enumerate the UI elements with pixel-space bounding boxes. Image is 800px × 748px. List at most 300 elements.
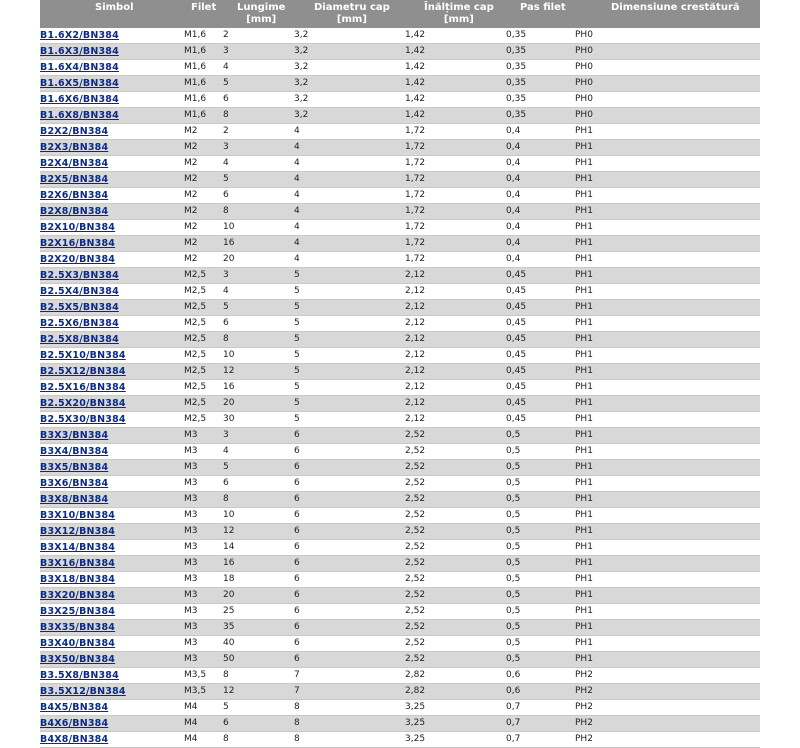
inaltime-cap-cell: 2,52: [405, 590, 426, 600]
lungime-cell: 8: [223, 670, 229, 680]
lungime-cell: 12: [223, 526, 235, 536]
pas-filet-cell: 0,6: [506, 670, 521, 680]
diametru-cap-cell: 6: [294, 478, 300, 488]
symbol-link[interactable]: B3X8/BN384: [40, 494, 109, 505]
lungime-cell: 16: [223, 382, 235, 392]
table-row: [40, 380, 760, 396]
lungime-cell: 8: [223, 494, 229, 504]
lungime-cell: 8: [223, 206, 229, 216]
diametru-cap-cell: 6: [294, 606, 300, 616]
symbol-link[interactable]: B4X6/BN384: [40, 718, 109, 729]
lungime-cell: 8: [223, 734, 229, 744]
diametru-cap-cell: 7: [294, 686, 300, 696]
diametru-cap-cell: 3,2: [294, 30, 309, 40]
filet-cell: M3: [184, 606, 198, 616]
diametru-cap-cell: 5: [294, 366, 300, 376]
pas-filet-cell: 0,5: [506, 462, 521, 472]
diametru-cap-cell: 4: [294, 238, 300, 248]
diametru-cap-cell: 6: [294, 558, 300, 568]
diametru-cap-cell: 5: [294, 398, 300, 408]
symbol-link[interactable]: B2X3/BN384: [40, 142, 109, 153]
lungime-cell: 3: [223, 430, 229, 440]
filet-cell: M2,5: [184, 382, 207, 392]
filet-cell: M3: [184, 494, 198, 504]
symbol-link[interactable]: B3X35/BN384: [40, 622, 116, 633]
dimensiune-crestatura-cell: PH1: [575, 206, 593, 216]
dimensiune-crestatura-cell: PH1: [575, 126, 593, 136]
lungime-cell: 8: [223, 334, 229, 344]
symbol-link[interactable]: B2.5X5/BN384: [40, 302, 119, 313]
pas-filet-cell: 0,35: [506, 94, 527, 104]
pas-filet-cell: 0,5: [506, 622, 521, 632]
lungime-cell: 30: [223, 414, 235, 424]
dimensiune-crestatura-cell: PH1: [575, 238, 593, 248]
dimensiune-crestatura-cell: PH2: [575, 702, 593, 712]
dimensiune-crestatura-cell: PH0: [575, 62, 593, 72]
dimensiune-crestatura-cell: PH1: [575, 350, 593, 360]
lungime-cell: 40: [223, 638, 235, 648]
filet-cell: M4: [184, 702, 198, 712]
table-row: [40, 364, 760, 380]
table-row: [40, 156, 760, 172]
inaltime-cap-cell: 2,52: [405, 430, 426, 440]
table-row: [40, 652, 760, 668]
pas-filet-cell: 0,5: [506, 558, 521, 568]
table-row: [40, 556, 760, 572]
screws-table: [40, 0, 760, 748]
lungime-cell: 5: [223, 302, 229, 312]
table-row: [40, 316, 760, 332]
filet-cell: M2,5: [184, 366, 207, 376]
filet-cell: M2,5: [184, 302, 207, 312]
lungime-cell: 10: [223, 350, 235, 360]
symbol-link[interactable]: B2.5X3/BN384: [40, 270, 119, 281]
pas-filet-cell: 0,4: [506, 254, 521, 264]
table-row: [40, 636, 760, 652]
pas-filet-cell: 0,35: [506, 62, 527, 72]
pas-filet-cell: 0,45: [506, 318, 527, 328]
lungime-cell: 35: [223, 622, 235, 632]
table-row: [40, 268, 760, 284]
dimensiune-crestatura-cell: PH1: [575, 286, 593, 296]
lungime-cell: 12: [223, 686, 235, 696]
table-row: [40, 252, 760, 268]
inaltime-cap-cell: 2,82: [405, 686, 426, 696]
lungime-cell: 3: [223, 46, 229, 56]
table-row: [40, 44, 760, 60]
dimensiune-crestatura-cell: PH1: [575, 366, 593, 376]
filet-cell: M2: [184, 190, 198, 200]
table-body: [40, 28, 760, 748]
symbol-link[interactable]: B3X25/BN384: [40, 606, 116, 617]
symbol-link[interactable]: B1.6X5/BN384: [40, 78, 119, 89]
filet-cell: M2: [184, 254, 198, 264]
symbol-link[interactable]: B2.5X12/BN384: [40, 366, 126, 377]
pas-filet-cell: 0,4: [506, 142, 521, 152]
symbol-link[interactable]: B1.6X4/BN384: [40, 62, 119, 73]
diametru-cap-cell: 4: [294, 222, 300, 232]
table-row: [40, 236, 760, 252]
diametru-cap-cell: 6: [294, 430, 300, 440]
lungime-cell: 3: [223, 270, 229, 280]
diametru-cap-cell: 4: [294, 206, 300, 216]
pas-filet-cell: 0,4: [506, 174, 521, 184]
dimensiune-crestatura-cell: PH0: [575, 46, 593, 56]
symbol-link[interactable]: B2X6/BN384: [40, 190, 109, 201]
filet-cell: M3: [184, 446, 198, 456]
symbol-link[interactable]: B2.5X30/BN384: [40, 414, 126, 425]
lungime-cell: 12: [223, 366, 235, 376]
lungime-cell: 6: [223, 718, 229, 728]
diametru-cap-cell: 8: [294, 734, 300, 744]
inaltime-cap-cell: 3,25: [405, 718, 426, 728]
pas-filet-cell: 0,5: [506, 510, 521, 520]
inaltime-cap-cell: 2,12: [405, 350, 426, 360]
lungime-cell: 16: [223, 558, 235, 568]
symbol-link[interactable]: B2X2/BN384: [40, 126, 109, 137]
inaltime-cap-cell: 2,12: [405, 334, 426, 344]
inaltime-cap-cell: 2,12: [405, 286, 426, 296]
diametru-cap-cell: 3,2: [294, 46, 309, 56]
dimensiune-crestatura-cell: PH1: [575, 302, 593, 312]
inaltime-cap-cell: 3,25: [405, 702, 426, 712]
lungime-cell: 20: [223, 254, 235, 264]
pas-filet-cell: 0,5: [506, 430, 521, 440]
symbol-link[interactable]: B2.5X8/BN384: [40, 334, 119, 345]
pas-filet-cell: 0,7: [506, 702, 521, 712]
inaltime-cap-cell: 1,42: [405, 110, 426, 120]
diametru-cap-cell: 6: [294, 526, 300, 536]
dimensiune-crestatura-cell: PH2: [575, 670, 593, 680]
pas-filet-cell: 0,45: [506, 270, 527, 280]
pas-filet-cell: 0,45: [506, 398, 527, 408]
header-diametru-cap: Diametru cap [mm]: [314, 2, 390, 25]
dimensiune-crestatura-cell: PH1: [575, 574, 593, 584]
dimensiune-crestatura-cell: PH0: [575, 78, 593, 88]
diametru-cap-cell: 6: [294, 510, 300, 520]
lungime-cell: 3: [223, 142, 229, 152]
filet-cell: M3: [184, 574, 198, 584]
table-row: [40, 668, 760, 684]
diametru-cap-cell: 6: [294, 590, 300, 600]
table-row: [40, 540, 760, 556]
dimensiune-crestatura-cell: PH1: [575, 142, 593, 152]
table-row: [40, 524, 760, 540]
filet-cell: M2: [184, 142, 198, 152]
symbol-link[interactable]: B3X4/BN384: [40, 446, 109, 457]
lungime-cell: 10: [223, 222, 235, 232]
table-row: [40, 92, 760, 108]
inaltime-cap-cell: 2,12: [405, 398, 426, 408]
dimensiune-crestatura-cell: PH1: [575, 462, 593, 472]
inaltime-cap-cell: 1,42: [405, 62, 426, 72]
table-row: [40, 108, 760, 124]
symbol-link[interactable]: B1.6X6/BN384: [40, 94, 119, 105]
symbol-link[interactable]: B3X50/BN384: [40, 654, 116, 665]
header-simbol: Simbol: [95, 2, 134, 13]
dimensiune-crestatura-cell: PH1: [575, 398, 593, 408]
inaltime-cap-cell: 2,52: [405, 574, 426, 584]
pas-filet-cell: 0,5: [506, 638, 521, 648]
pas-filet-cell: 0,45: [506, 350, 527, 360]
dimensiune-crestatura-cell: PH2: [575, 718, 593, 728]
symbol-link[interactable]: B3X20/BN384: [40, 590, 116, 601]
symbol-link[interactable]: B2X4/BN384: [40, 158, 109, 169]
diametru-cap-cell: 7: [294, 670, 300, 680]
diametru-cap-cell: 6: [294, 494, 300, 504]
symbol-link[interactable]: B3X12/BN384: [40, 526, 116, 537]
inaltime-cap-cell: 2,12: [405, 382, 426, 392]
filet-cell: M2: [184, 206, 198, 216]
pas-filet-cell: 0,5: [506, 542, 521, 552]
dimensiune-crestatura-cell: PH1: [575, 494, 593, 504]
pas-filet-cell: 0,4: [506, 158, 521, 168]
filet-cell: M3,5: [184, 670, 207, 680]
diametru-cap-cell: 6: [294, 622, 300, 632]
filet-cell: M3: [184, 462, 198, 472]
pas-filet-cell: 0,7: [506, 718, 521, 728]
filet-cell: M3: [184, 542, 198, 552]
inaltime-cap-cell: 2,52: [405, 606, 426, 616]
header-filet: Filet: [191, 2, 217, 13]
table-row: [40, 684, 760, 700]
diametru-cap-cell: 3,2: [294, 94, 309, 104]
diametru-cap-cell: 5: [294, 302, 300, 312]
inaltime-cap-cell: 2,12: [405, 270, 426, 280]
table-row: [40, 460, 760, 476]
symbol-link[interactable]: B2X5/BN384: [40, 174, 109, 185]
pas-filet-cell: 0,5: [506, 654, 521, 664]
symbol-link[interactable]: B3X18/BN384: [40, 574, 116, 585]
filet-cell: M1,6: [184, 110, 207, 120]
symbol-link[interactable]: B3X6/BN384: [40, 478, 109, 489]
filet-cell: M3: [184, 590, 198, 600]
symbol-link[interactable]: B2.5X20/BN384: [40, 398, 126, 409]
inaltime-cap-cell: 1,72: [405, 254, 426, 264]
inaltime-cap-cell: 2,52: [405, 526, 426, 536]
diametru-cap-cell: 4: [294, 190, 300, 200]
dimensiune-crestatura-cell: PH1: [575, 542, 593, 552]
table-row: [40, 140, 760, 156]
dimensiune-crestatura-cell: PH1: [575, 270, 593, 280]
diametru-cap-cell: 5: [294, 414, 300, 424]
lungime-cell: 6: [223, 94, 229, 104]
filet-cell: M1,6: [184, 30, 207, 40]
lungime-cell: 6: [223, 478, 229, 488]
dimensiune-crestatura-cell: PH1: [575, 478, 593, 488]
table-row: [40, 508, 760, 524]
symbol-link[interactable]: B3X10/BN384: [40, 510, 116, 521]
filet-cell: M2: [184, 126, 198, 136]
inaltime-cap-cell: 2,52: [405, 654, 426, 664]
dimensiune-crestatura-cell: PH1: [575, 654, 593, 664]
symbol-link[interactable]: B1.6X3/BN384: [40, 46, 119, 57]
symbol-link[interactable]: B1.6X2/BN384: [40, 30, 119, 41]
inaltime-cap-cell: 2,52: [405, 462, 426, 472]
filet-cell: M3,5: [184, 686, 207, 696]
diametru-cap-cell: 4: [294, 158, 300, 168]
diametru-cap-cell: 4: [294, 142, 300, 152]
pas-filet-cell: 0,45: [506, 414, 527, 424]
symbol-link[interactable]: B3X16/BN384: [40, 558, 116, 569]
filet-cell: M2,5: [184, 414, 207, 424]
symbol-link[interactable]: B3.5X8/BN384: [40, 670, 119, 681]
lungime-cell: 5: [223, 462, 229, 472]
lungime-cell: 5: [223, 702, 229, 712]
inaltime-cap-cell: 2,12: [405, 414, 426, 424]
table-row: [40, 604, 760, 620]
dimensiune-crestatura-cell: PH2: [575, 686, 593, 696]
inaltime-cap-cell: 1,72: [405, 190, 426, 200]
filet-cell: M4: [184, 734, 198, 744]
inaltime-cap-cell: 1,72: [405, 142, 426, 152]
dimensiune-crestatura-cell: PH1: [575, 638, 593, 648]
inaltime-cap-cell: 2,52: [405, 558, 426, 568]
symbol-link[interactable]: B3X40/BN384: [40, 638, 116, 649]
pas-filet-cell: 0,45: [506, 302, 527, 312]
dimensiune-crestatura-cell: PH1: [575, 558, 593, 568]
table-row: [40, 700, 760, 716]
diametru-cap-cell: 5: [294, 270, 300, 280]
header-dimensiune-crestatura: Dimensiune crestătură: [611, 2, 740, 13]
diametru-cap-cell: 5: [294, 350, 300, 360]
inaltime-cap-cell: 1,72: [405, 238, 426, 248]
inaltime-cap-cell: 1,42: [405, 78, 426, 88]
table-row: [40, 76, 760, 92]
symbol-link[interactable]: B1.6X8/BN384: [40, 110, 119, 121]
symbol-link[interactable]: B3X14/BN384: [40, 542, 116, 553]
filet-cell: M3: [184, 478, 198, 488]
filet-cell: M1,6: [184, 78, 207, 88]
lungime-cell: 14: [223, 542, 235, 552]
lungime-cell: 6: [223, 318, 229, 328]
symbol-link[interactable]: B3.5X12/BN384: [40, 686, 126, 697]
pas-filet-cell: 0,5: [506, 478, 521, 488]
diametru-cap-cell: 6: [294, 446, 300, 456]
filet-cell: M3: [184, 654, 198, 664]
symbol-link[interactable]: B2.5X10/BN384: [40, 350, 126, 361]
lungime-cell: 50: [223, 654, 235, 664]
dimensiune-crestatura-cell: PH0: [575, 110, 593, 120]
table-row: [40, 476, 760, 492]
diametru-cap-cell: 3,2: [294, 62, 309, 72]
inaltime-cap-cell: 1,42: [405, 94, 426, 104]
pas-filet-cell: 0,45: [506, 286, 527, 296]
filet-cell: M2,5: [184, 318, 207, 328]
lungime-cell: 4: [223, 62, 229, 72]
table-row: [40, 412, 760, 428]
filet-cell: M3: [184, 558, 198, 568]
lungime-cell: 4: [223, 446, 229, 456]
symbol-link[interactable]: B2X16/BN384: [40, 238, 116, 249]
pas-filet-cell: 0,5: [506, 494, 521, 504]
table-row: [40, 220, 760, 236]
diametru-cap-cell: 3,2: [294, 78, 309, 88]
table-row: [40, 732, 760, 748]
inaltime-cap-cell: 1,72: [405, 222, 426, 232]
symbol-link[interactable]: B3X3/BN384: [40, 430, 109, 441]
inaltime-cap-cell: 2,52: [405, 494, 426, 504]
lungime-cell: 6: [223, 190, 229, 200]
lungime-cell: 2: [223, 30, 229, 40]
dimensiune-crestatura-cell: PH1: [575, 606, 593, 616]
table-row: [40, 332, 760, 348]
inaltime-cap-cell: 1,72: [405, 174, 426, 184]
inaltime-cap-cell: 2,52: [405, 622, 426, 632]
filet-cell: M2,5: [184, 270, 207, 280]
filet-cell: M2: [184, 158, 198, 168]
diametru-cap-cell: 6: [294, 462, 300, 472]
diametru-cap-cell: 6: [294, 542, 300, 552]
filet-cell: M2,5: [184, 286, 207, 296]
table-row: [40, 444, 760, 460]
table-row: [40, 716, 760, 732]
symbol-link[interactable]: B4X5/BN384: [40, 702, 109, 713]
lungime-cell: 25: [223, 606, 235, 616]
symbol-link[interactable]: B2.5X6/BN384: [40, 318, 119, 329]
filet-cell: M2: [184, 238, 198, 248]
filet-cell: M2,5: [184, 398, 207, 408]
symbol-link[interactable]: B2.5X4/BN384: [40, 286, 119, 297]
filet-cell: M1,6: [184, 62, 207, 72]
symbol-link[interactable]: B4X8/BN384: [40, 734, 109, 745]
diametru-cap-cell: 8: [294, 718, 300, 728]
inaltime-cap-cell: 1,42: [405, 30, 426, 40]
symbol-link[interactable]: B2X20/BN384: [40, 254, 116, 265]
dimensiune-crestatura-cell: PH1: [575, 222, 593, 232]
dimensiune-crestatura-cell: PH1: [575, 254, 593, 264]
header-inaltime-cap: Înălțime cap [mm]: [424, 2, 494, 25]
symbol-link[interactable]: B2X10/BN384: [40, 222, 116, 233]
inaltime-cap-cell: 3,25: [405, 734, 426, 744]
dimensiune-crestatura-cell: PH1: [575, 590, 593, 600]
dimensiune-crestatura-cell: PH1: [575, 190, 593, 200]
inaltime-cap-cell: 1,72: [405, 158, 426, 168]
diametru-cap-cell: 5: [294, 318, 300, 328]
filet-cell: M3: [184, 622, 198, 632]
lungime-cell: 5: [223, 174, 229, 184]
inaltime-cap-cell: 2,12: [405, 302, 426, 312]
dimensiune-crestatura-cell: PH1: [575, 174, 593, 184]
pas-filet-cell: 0,4: [506, 238, 521, 248]
inaltime-cap-cell: 1,72: [405, 206, 426, 216]
pas-filet-cell: 0,5: [506, 446, 521, 456]
table-row: [40, 60, 760, 76]
diametru-cap-cell: 3,2: [294, 110, 309, 120]
pas-filet-cell: 0,35: [506, 110, 527, 120]
symbol-link[interactable]: B3X5/BN384: [40, 462, 109, 473]
inaltime-cap-cell: 2,52: [405, 510, 426, 520]
pas-filet-cell: 0,35: [506, 46, 527, 56]
symbol-link[interactable]: B2X8/BN384: [40, 206, 109, 217]
filet-cell: M1,6: [184, 94, 207, 104]
pas-filet-cell: 0,4: [506, 222, 521, 232]
inaltime-cap-cell: 2,52: [405, 478, 426, 488]
pas-filet-cell: 0,35: [506, 78, 527, 88]
pas-filet-cell: 0,45: [506, 382, 527, 392]
dimensiune-crestatura-cell: PH1: [575, 158, 593, 168]
inaltime-cap-cell: 2,12: [405, 366, 426, 376]
table-row: [40, 28, 760, 44]
inaltime-cap-cell: 1,72: [405, 126, 426, 136]
inaltime-cap-cell: 2,82: [405, 670, 426, 680]
diametru-cap-cell: 6: [294, 574, 300, 584]
symbol-link[interactable]: B2.5X16/BN384: [40, 382, 126, 393]
inaltime-cap-cell: 2,52: [405, 446, 426, 456]
dimensiune-crestatura-cell: PH1: [575, 510, 593, 520]
dimensiune-crestatura-cell: PH1: [575, 318, 593, 328]
table-row: [40, 172, 760, 188]
